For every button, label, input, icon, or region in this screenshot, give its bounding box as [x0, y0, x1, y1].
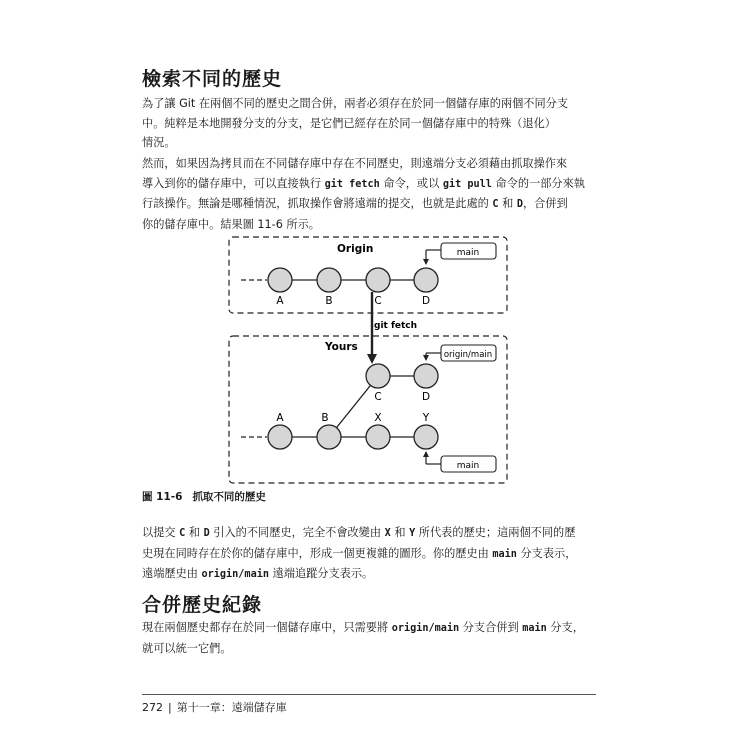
inline-code: main: [492, 548, 517, 560]
commit-node-c: [366, 268, 390, 292]
commit-node-d: [414, 268, 438, 292]
yours-label: Yours: [325, 341, 358, 353]
paragraph-line: 導入到你的儲存庫中，可以直接執行 git fetch 命令，或以 git pull 命令的一部分來執: [142, 176, 585, 190]
ref-label: main: [456, 248, 480, 258]
inline-code: D: [516, 199, 523, 210]
paragraph-line: 現在兩個歷史都存在於同一個儲存庫中，只需要將 origin/main 分支合併到 main 分支，: [142, 621, 584, 634]
page-number: 272: [142, 701, 163, 714]
commit-node-c: [366, 364, 390, 388]
chapter-title: 第十一章：遠端儲存庫: [176, 701, 287, 714]
paragraph-line: 以提交 C 和 D 引入的不同歷史，完全不會改變由 X 和 Y 所代表的歷史；這兩個不同的歷: [142, 526, 576, 539]
paragraph-line: 然而，如果因為拷貝而在不同儲存庫中存在不同歷史，則遠端分支必須藉由抓取操作來: [142, 157, 568, 170]
paragraph-line: 你的儲存庫中。結果圖 11-6 所示。: [142, 217, 320, 231]
origin-label: Origin: [337, 243, 374, 255]
ref-label: origin/main: [443, 350, 493, 360]
commit-node-b: [317, 268, 341, 292]
paragraph-merge: [142, 618, 600, 658]
page-footer: [142, 699, 287, 715]
paragraph-line: 就可以統一它們。: [142, 641, 232, 655]
commit-node-y: [414, 425, 438, 449]
commit-label: A: [276, 412, 284, 424]
commit-node-b: [317, 425, 341, 449]
paragraph-line: 遠端歷史由 origin/main 遠端追蹤分支表示。: [142, 567, 374, 580]
inline-code: git pull: [442, 178, 492, 190]
commit-label: D: [421, 391, 431, 403]
commit-label: C: [374, 295, 382, 307]
commit-label: B: [325, 295, 333, 307]
inline-code: git fetch: [324, 178, 380, 190]
commit-label: X: [374, 412, 382, 424]
fetch-label: git fetch: [374, 321, 418, 331]
paragraph-line: 行該操作。無論是哪種情況，抓取操作會將遠端的提交，也就是此處的 C 和 D，合併到: [142, 197, 568, 210]
commit-label: D: [421, 295, 431, 307]
inline-code: Y: [409, 528, 416, 539]
ref-label: main: [456, 461, 480, 471]
inline-code: D: [203, 528, 210, 539]
inline-code: C: [492, 199, 499, 210]
commit-label: C: [374, 391, 382, 403]
footer-rule: [142, 694, 596, 695]
figure-caption: [142, 489, 266, 504]
inline-code: X: [384, 528, 391, 539]
commit-node-a: [268, 425, 292, 449]
commit-node-x: [366, 425, 390, 449]
commit-node-a: [268, 268, 292, 292]
figure-number: 圖 11-6: [142, 491, 183, 503]
commit-node-d: [414, 364, 438, 388]
paragraph-line: 中。純粹是本地開發分支的分支，是它們已經存在於同一個儲存庫中的特殊（退化）: [142, 116, 556, 130]
paragraph-histories: [142, 523, 600, 585]
paragraph-line: 史現在同時存在於你的儲存庫中，形成一個更複雜的圖形。你的歷史由 main 分支表示，: [142, 546, 577, 560]
paragraph-line: 為了讓 Git 在兩個不同的歷史之間合併，兩者必須存在於同一個儲存庫的兩個不同分支: [142, 97, 569, 110]
section-heading-retrieve: 檢索不同的歷史: [142, 68, 283, 90]
commit-label: B: [321, 412, 329, 424]
inline-code: origin/main: [201, 569, 269, 580]
inline-code: origin/main: [391, 623, 460, 634]
section-heading-merge: 合併歷史紀錄: [142, 594, 263, 616]
figure-caption-text: 抓取不同的歷史: [192, 491, 266, 503]
commit-label: A: [276, 295, 284, 307]
commit-label: Y: [422, 412, 430, 424]
inline-code: main: [522, 623, 547, 634]
footer-separator: |: [168, 701, 172, 714]
inline-code: C: [179, 528, 186, 539]
paragraph-line: 情況。: [142, 136, 176, 149]
